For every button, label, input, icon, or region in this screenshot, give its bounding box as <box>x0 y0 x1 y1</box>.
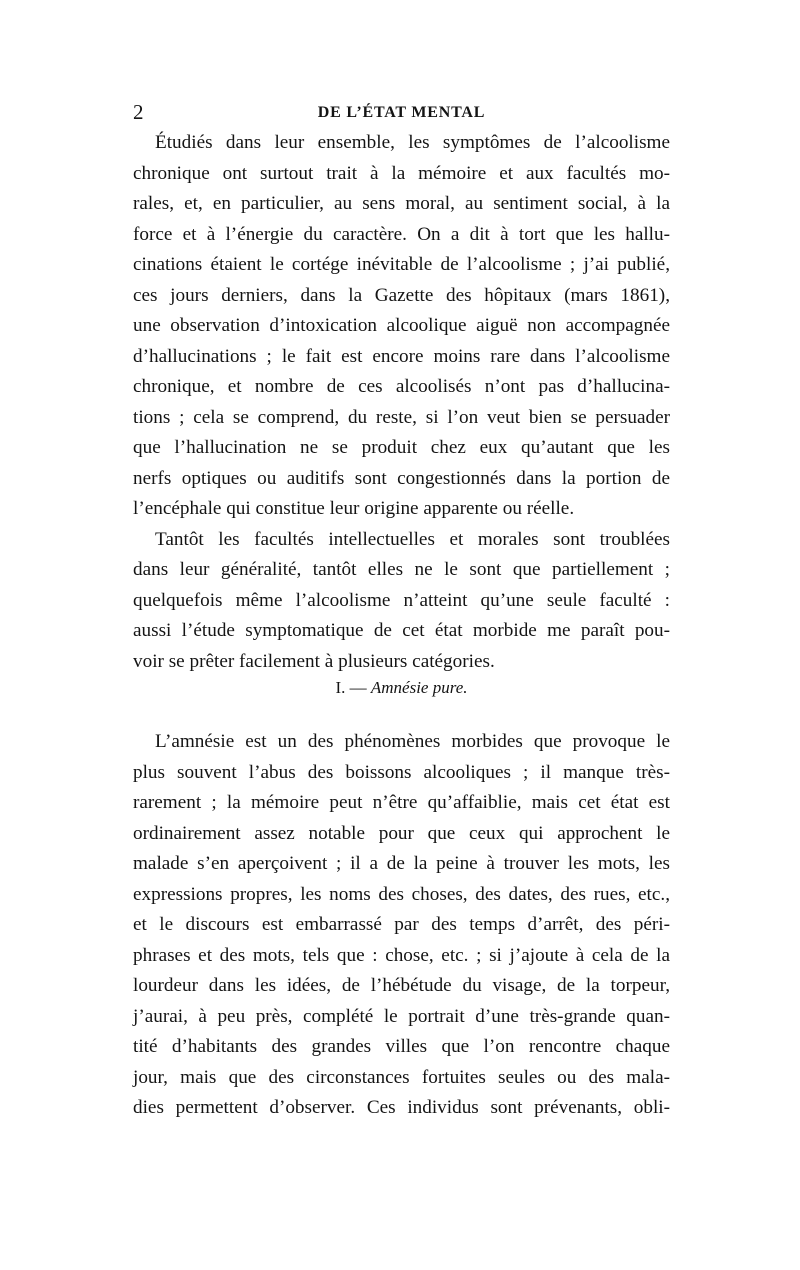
text-line: rales, et, en particulier, au sens moral, au sentiment social, à la <box>133 193 670 214</box>
text-line: quelquefois même l’alcoolisme n’atteint qu’une seule faculté : <box>133 589 670 611</box>
text-line: Tantôt les facultés intellectuelles et morales sont troublées <box>155 528 670 550</box>
text-line: nerfs optiques ou auditifs sont congestionnés dans la portion de <box>133 467 670 489</box>
page-header <box>133 98 670 126</box>
text-line: tité d’habitants des grandes villes que l’on rencontre chaque <box>133 1036 670 1057</box>
text-line: force et à l’énergie du caractère. On a dit à tort que les hallu- <box>133 223 670 245</box>
text-line: voir se prêter facilement à plusieurs catégories. <box>133 650 495 672</box>
text-line: lourdeur dans les idées, de l’hébétude du visage, de la torpeur, <box>133 975 670 996</box>
text-line: aussi l’étude symptomatique de cet état morbide me paraît pou- <box>133 620 670 641</box>
text-line: ces jours derniers, dans la Gazette des hôpitaux (mars 1861), <box>133 284 670 306</box>
text-line: plus souvent l’abus des boissons alcooliques ; il manque très- <box>133 761 670 783</box>
text-line: rarement ; la mémoire peut n’être qu’affaiblie, mais cet état est <box>133 792 670 813</box>
text-line: cinations étaient le cortége inévitable de l’alcoolisme ; j’ai publié, <box>133 254 670 275</box>
section-heading <box>133 674 670 702</box>
text-line: expressions propres, les noms des choses, des dates, des rues, etc., <box>133 883 670 905</box>
text-line: ordinairement assez notable pour que ceux qui approchent le <box>133 822 670 844</box>
text-line: L’amnésie est un des phénomènes morbides que provoque le <box>155 731 670 752</box>
text-line: j’aurai, à peu près, complété le portrait d’une très-grande quan- <box>133 1005 670 1027</box>
running-head: DE L’ÉTAT MENTAL <box>317 104 486 121</box>
page-number: 2 <box>133 100 144 124</box>
text-line: jour, mais que des circonstances fortuites seules ou des mala- <box>133 1066 670 1088</box>
text-line: que l’hallucination ne se produit chez eux qu’autant que les <box>133 437 670 458</box>
text-line: une observation d’intoxication alcoolique aiguë non accompagnée <box>133 315 670 336</box>
text-line: malade s’en aperçoivent ; il a de la peine à trouver les mots, les <box>133 853 670 874</box>
text-line: et le discours est embarrassé par des temps d’arrêt, des péri- <box>133 914 670 935</box>
text-line: chronique, et nombre de ces alcoolisés n’ont pas d’hallucina- <box>133 376 670 397</box>
text-line: tions ; cela se comprend, du reste, si l’on veut bien se persuader <box>133 406 670 428</box>
section-title: Amnésie pure. <box>370 678 468 697</box>
text-line: d’hallucinations ; le fait est encore moins rare dans l’alcoolisme <box>133 345 670 367</box>
text-line: l’encéphale qui constitue leur origine apparente ou réelle. <box>133 498 575 519</box>
text-line: dies permettent d’observer. Ces individus sont prévenants, obli- <box>133 1097 670 1118</box>
text-line: dans leur généralité, tantôt elles ne le sont que partiellement ; <box>133 559 670 580</box>
text-line: chronique ont surtout trait à la mémoire et aux facultés mo- <box>133 162 670 184</box>
section-number: I. — <box>335 678 367 697</box>
text-line: phrases et des mots, tels que : chose, etc. ; si j’ajoute à cela de la <box>133 944 670 966</box>
text-line: Étudiés dans leur ensemble, les symptômes de l’alcoolisme <box>155 132 670 153</box>
